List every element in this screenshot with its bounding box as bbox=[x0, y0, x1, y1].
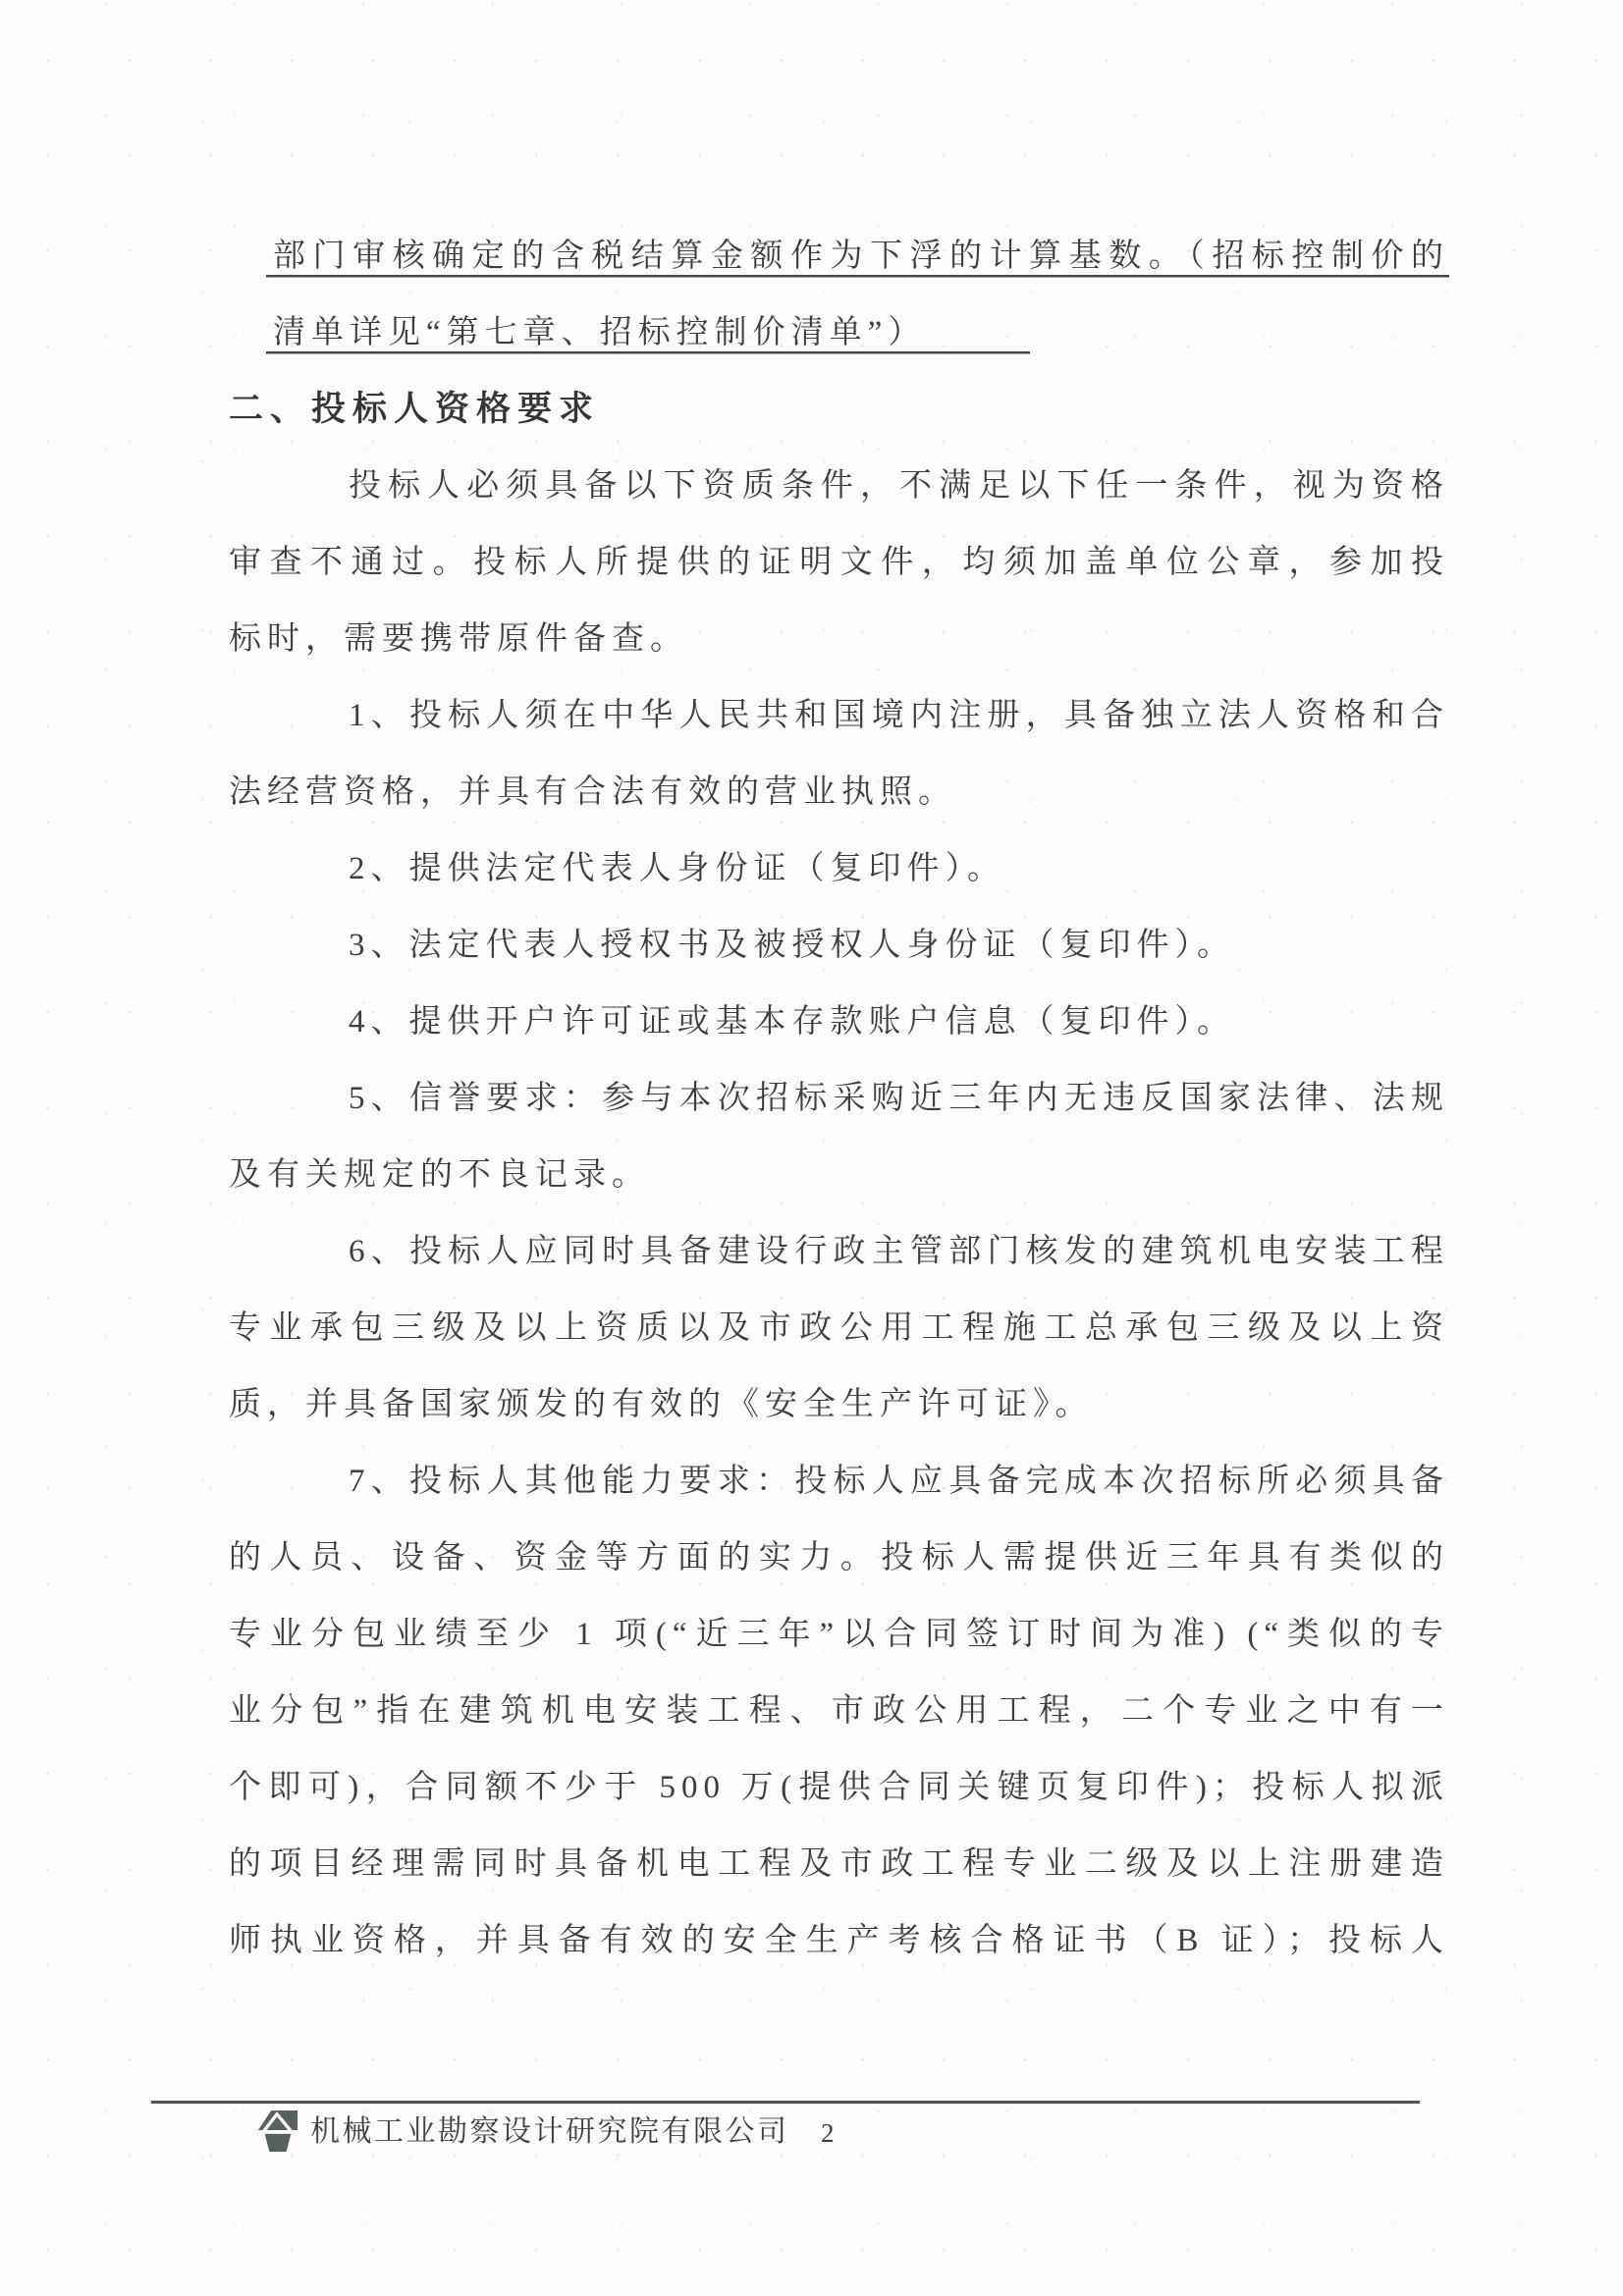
text-line: 业分包”指在建筑机电安装工程、市政公用工程，二个专业之中有一 bbox=[229, 1693, 1449, 1729]
text-line: 的项目经理需同时具备机电工程及市政工程专业二级及以上注册建造 bbox=[229, 1846, 1449, 1882]
text-line: 4、提供开户许可证或基本存款账户信息（复印件）。 bbox=[349, 1004, 1235, 1040]
text-line: 专业承包三级及以上资质以及市政公用工程施工总承包三级及以上资 bbox=[229, 1310, 1449, 1346]
company-logo-mountain-icon bbox=[257, 2109, 298, 2154]
text-line: 审查不通过。投标人所提供的证明文件，均须加盖单位公章，参加投 bbox=[229, 545, 1449, 580]
text-line: 专业分包业绩至少 1 项(“近三年”以合同签订时间为准) (“类似的专 bbox=[229, 1617, 1449, 1652]
footer-company-name: 机械工业勘察设计研究院有限公司 bbox=[310, 2115, 789, 2148]
text-line: 标时，需要携带原件备查。 bbox=[229, 621, 688, 657]
footer-divider bbox=[151, 2101, 1420, 2104]
text-line: 清单详见“第七章、招标控制价清单”） bbox=[229, 294, 1449, 371]
text-line: 投标人必须具备以下资质条件，不满足以下任一条件，视为资格 bbox=[349, 468, 1449, 504]
text-line: 6、投标人应同时具备建设行政主管部门核发的建筑机电安装工程 bbox=[349, 1234, 1449, 1269]
text-line: 师执业资格，并具备有效的安全生产考核合格证书（B 证）；投标人 bbox=[229, 1923, 1449, 1958]
text-line: 部门审核确定的含税结算金额作为下浮的计算基数。（招标控制价的 bbox=[229, 218, 1449, 294]
page-number: 2 bbox=[821, 2118, 835, 2148]
text-line: 2、提供法定代表人身份证（复印件）。 bbox=[349, 851, 1005, 886]
text-line: 法经营资格，并具有合法有效的营业执照。 bbox=[229, 774, 956, 810]
document-text bbox=[229, 218, 1449, 1979]
text-line: 个即可)，合同额不少于 500 万(提供合同关键页复印件)；投标人拟派 bbox=[229, 1770, 1449, 1805]
text-line: 的人员、设备、资金等方面的实力。投标人需提供近三年具有类似的 bbox=[229, 1540, 1449, 1575]
text-line: 7、投标人其他能力要求：投标人应具备完成本次招标所必须具备 bbox=[349, 1464, 1449, 1499]
text-line: 及有关规定的不良记录。 bbox=[229, 1157, 650, 1193]
text-line: 质，并具备国家颁发的有效的《安全生产许可证》。 bbox=[229, 1387, 1094, 1422]
text-line: 1、投标人须在中华人民共和国境内注册，具备独立法人资格和合 bbox=[349, 698, 1449, 733]
text-line: 5、信誉要求：参与本次招标采购近三年内无违反国家法律、法规 bbox=[349, 1081, 1449, 1116]
text-line: 3、法定代表人授权书及被授权人身份证（复印件）。 bbox=[349, 928, 1235, 963]
section-heading: 二、投标人资格要求 bbox=[229, 390, 601, 428]
